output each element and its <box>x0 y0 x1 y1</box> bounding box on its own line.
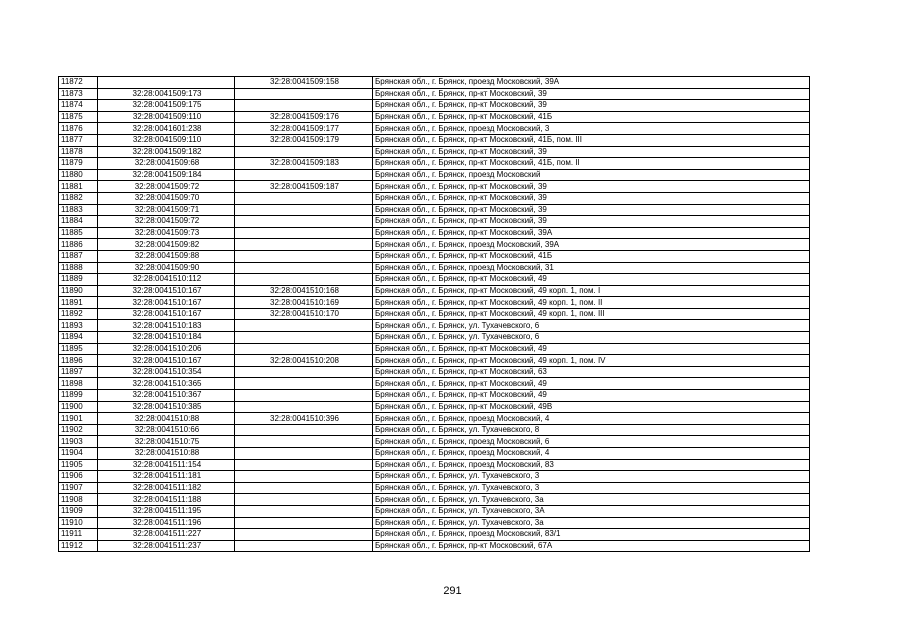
table-row <box>59 540 810 552</box>
address-cell: Брянская обл., г. Брянск, пр-кт Московский, 41Б, пом. III <box>373 134 810 146</box>
address-cell: Брянская обл., г. Брянск, пр-кт Московский, 63 <box>373 366 810 378</box>
row-number-cell: 11901 <box>59 413 98 425</box>
row-number-cell: 11912 <box>59 540 98 552</box>
row-number-cell: 11872 <box>59 77 98 89</box>
table-row <box>59 204 810 216</box>
table-row <box>59 424 810 436</box>
cadastral-number-cell: 32:28:0041510:183 <box>98 320 235 332</box>
cadastral-number-cell: 32:28:0041510:75 <box>98 436 235 448</box>
cadastral-number-cell: 32:28:0041511:237 <box>98 540 235 552</box>
address-cell: Брянская обл., г. Брянск, пр-кт Московский, 49 корп. 1, пом. III <box>373 308 810 320</box>
address-cell: Брянская обл., г. Брянск, ул. Тухачевского, 3а <box>373 517 810 529</box>
related-cadastral-number-cell <box>235 239 373 251</box>
row-number-cell: 11899 <box>59 390 98 402</box>
row-number-cell: 11895 <box>59 343 98 355</box>
cadastral-number-cell: 32:28:0041509:70 <box>98 192 235 204</box>
address-cell: Брянская обл., г. Брянск, пр-кт Московский, 67А <box>373 540 810 552</box>
address-cell: Брянская обл., г. Брянск, ул. Тухачевского, 3А <box>373 505 810 517</box>
table-row <box>59 146 810 158</box>
related-cadastral-number-cell <box>235 448 373 460</box>
table-row <box>59 285 810 297</box>
table-row <box>59 378 810 390</box>
address-cell: Брянская обл., г. Брянск, ул. Тухачевского, 8 <box>373 424 810 436</box>
table-row <box>59 494 810 506</box>
address-cell: Брянская обл., г. Брянск, пр-кт Московский, 39 <box>373 192 810 204</box>
address-cell: Брянская обл., г. Брянск, пр-кт Московский, 39 <box>373 216 810 228</box>
address-cell: Брянская обл., г. Брянск, проезд Московский, 4 <box>373 413 810 425</box>
cadastral-number-cell: 32:28:0041511:196 <box>98 517 235 529</box>
row-number-cell: 11888 <box>59 262 98 274</box>
table-row <box>59 355 810 367</box>
table-row <box>59 181 810 193</box>
table-row <box>59 250 810 262</box>
row-number-cell: 11909 <box>59 505 98 517</box>
table-row <box>59 158 810 170</box>
cadastral-number-cell: 32:28:0041509:182 <box>98 146 235 158</box>
address-cell: Брянская обл., г. Брянск, пр-кт Московский, 49 <box>373 274 810 286</box>
related-cadastral-number-cell: 32:28:0041509:187 <box>235 181 373 193</box>
row-number-cell: 11906 <box>59 471 98 483</box>
related-cadastral-number-cell <box>235 204 373 216</box>
row-number-cell: 11885 <box>59 227 98 239</box>
related-cadastral-number-cell: 32:28:0041509:177 <box>235 123 373 135</box>
related-cadastral-number-cell <box>235 529 373 541</box>
cadastral-number-cell: 32:28:0041510:88 <box>98 413 235 425</box>
row-number-cell: 11882 <box>59 192 98 204</box>
table-row <box>59 459 810 471</box>
related-cadastral-number-cell <box>235 274 373 286</box>
table-row <box>59 274 810 286</box>
cadastral-number-cell: 32:28:0041511:195 <box>98 505 235 517</box>
table-row <box>59 332 810 344</box>
address-cell: Брянская обл., г. Брянск, ул. Тухачевского, 3а <box>373 494 810 506</box>
related-cadastral-number-cell <box>235 227 373 239</box>
address-cell: Брянская обл., г. Брянск, пр-кт Московский, 39 <box>373 88 810 100</box>
row-number-cell: 11892 <box>59 308 98 320</box>
cadastral-number-cell: 32:28:0041510:167 <box>98 355 235 367</box>
related-cadastral-number-cell <box>235 216 373 228</box>
cadastral-number-cell: 32:28:0041511:188 <box>98 494 235 506</box>
row-number-cell: 11876 <box>59 123 98 135</box>
address-cell: Брянская обл., г. Брянск, ул. Тухачевского, 3 <box>373 471 810 483</box>
cadastral-number-cell: 32:28:0041509:72 <box>98 216 235 228</box>
address-cell: Брянская обл., г. Брянск, пр-кт Московский, 41Б <box>373 111 810 123</box>
table-row <box>59 366 810 378</box>
row-number-cell: 11902 <box>59 424 98 436</box>
address-cell: Брянская обл., г. Брянск, проезд Московский, 39А <box>373 239 810 251</box>
cadastral-number-cell: 32:28:0041511:154 <box>98 459 235 471</box>
row-number-cell: 11889 <box>59 274 98 286</box>
related-cadastral-number-cell <box>235 459 373 471</box>
row-number-cell: 11894 <box>59 332 98 344</box>
address-cell: Брянская обл., г. Брянск, проезд Московский, 6 <box>373 436 810 448</box>
related-cadastral-number-cell: 32:28:0041509:179 <box>235 134 373 146</box>
address-cell: Брянская обл., г. Брянск, пр-кт Московский, 49 корп. 1, пом. I <box>373 285 810 297</box>
related-cadastral-number-cell: 32:28:0041510:168 <box>235 285 373 297</box>
address-cell: Брянская обл., г. Брянск, пр-кт Московский, 49 корп. 1, пом. IV <box>373 355 810 367</box>
table-row <box>59 401 810 413</box>
table-row <box>59 529 810 541</box>
row-number-cell: 11879 <box>59 158 98 170</box>
address-cell: Брянская обл., г. Брянск, пр-кт Московский, 49 корп. 1, пом. II <box>373 297 810 309</box>
row-number-cell: 11904 <box>59 448 98 460</box>
address-cell: Брянская обл., г. Брянск, пр-кт Московский, 39 <box>373 204 810 216</box>
table-row <box>59 239 810 251</box>
row-number-cell: 11883 <box>59 204 98 216</box>
table-row <box>59 320 810 332</box>
table-row <box>59 448 810 460</box>
related-cadastral-number-cell <box>235 505 373 517</box>
row-number-cell: 11903 <box>59 436 98 448</box>
address-cell: Брянская обл., г. Брянск, ул. Тухачевского, 3 <box>373 482 810 494</box>
related-cadastral-number-cell: 32:28:0041509:176 <box>235 111 373 123</box>
table-row <box>59 262 810 274</box>
cadastral-number-cell: 32:28:0041510:365 <box>98 378 235 390</box>
related-cadastral-number-cell <box>235 88 373 100</box>
row-number-cell: 11910 <box>59 517 98 529</box>
related-cadastral-number-cell <box>235 540 373 552</box>
related-cadastral-number-cell <box>235 517 373 529</box>
table-row <box>59 482 810 494</box>
related-cadastral-number-cell: 32:28:0041510:169 <box>235 297 373 309</box>
cadastral-number-cell: 32:28:0041511:182 <box>98 482 235 494</box>
table-row <box>59 297 810 309</box>
row-number-cell: 11897 <box>59 366 98 378</box>
related-cadastral-number-cell <box>235 390 373 402</box>
table-row <box>59 517 810 529</box>
table-row <box>59 192 810 204</box>
row-number-cell: 11881 <box>59 181 98 193</box>
table-row <box>59 308 810 320</box>
cadastral-number-cell: 32:28:0041509:110 <box>98 111 235 123</box>
cadastral-number-cell: 32:28:0041509:175 <box>98 100 235 112</box>
cadastral-number-cell: 32:28:0041510:206 <box>98 343 235 355</box>
address-cell: Брянская обл., г. Брянск, проезд Московский <box>373 169 810 181</box>
register-table <box>58 76 810 552</box>
table-row <box>59 227 810 239</box>
row-number-cell: 11877 <box>59 134 98 146</box>
cadastral-number-cell: 32:28:0041509:82 <box>98 239 235 251</box>
related-cadastral-number-cell: 32:28:0041509:158 <box>235 77 373 89</box>
cadastral-number-cell: 32:28:0041509:110 <box>98 134 235 146</box>
related-cadastral-number-cell <box>235 146 373 158</box>
cadastral-number-cell: 32:28:0041510:385 <box>98 401 235 413</box>
row-number-cell: 11905 <box>59 459 98 471</box>
address-cell: Брянская обл., г. Брянск, пр-кт Московский, 49 <box>373 378 810 390</box>
related-cadastral-number-cell <box>235 471 373 483</box>
address-cell: Брянская обл., г. Брянск, пр-кт Московский, 39А <box>373 227 810 239</box>
address-cell: Брянская обл., г. Брянск, проезд Московский, 39А <box>373 77 810 89</box>
related-cadastral-number-cell <box>235 401 373 413</box>
related-cadastral-number-cell <box>235 424 373 436</box>
table-row <box>59 471 810 483</box>
table-row <box>59 88 810 100</box>
cadastral-number-cell: 32:28:0041509:73 <box>98 227 235 239</box>
related-cadastral-number-cell <box>235 169 373 181</box>
address-cell: Брянская обл., г. Брянск, пр-кт Московский, 39 <box>373 181 810 193</box>
row-number-cell: 11911 <box>59 529 98 541</box>
table-row <box>59 111 810 123</box>
page-number: 291 <box>443 585 462 597</box>
cadastral-number-cell: 32:28:0041510:112 <box>98 274 235 286</box>
cadastral-number-cell: 32:28:0041509:72 <box>98 181 235 193</box>
cadastral-number-cell: 32:28:0041510:167 <box>98 308 235 320</box>
table-row <box>59 436 810 448</box>
table-row <box>59 505 810 517</box>
row-number-cell: 11893 <box>59 320 98 332</box>
cadastral-number-cell: 32:28:0041510:184 <box>98 332 235 344</box>
address-cell: Брянская обл., г. Брянск, проезд Московский, 4 <box>373 448 810 460</box>
table-row <box>59 100 810 112</box>
address-cell: Брянская обл., г. Брянск, пр-кт Московский, 49 <box>373 390 810 402</box>
cadastral-number-cell: 32:28:0041510:167 <box>98 297 235 309</box>
row-number-cell: 11898 <box>59 378 98 390</box>
related-cadastral-number-cell <box>235 250 373 262</box>
related-cadastral-number-cell <box>235 494 373 506</box>
cadastral-number-cell: 32:28:0041510:88 <box>98 448 235 460</box>
cadastral-number-cell: 32:28:0041601:238 <box>98 123 235 135</box>
cadastral-number-cell: 32:28:0041509:173 <box>98 88 235 100</box>
table-row <box>59 169 810 181</box>
row-number-cell: 11873 <box>59 88 98 100</box>
row-number-cell: 11908 <box>59 494 98 506</box>
cadastral-number-cell: 32:28:0041510:167 <box>98 285 235 297</box>
address-cell: Брянская обл., г. Брянск, пр-кт Московский, 41Б, пом. II <box>373 158 810 170</box>
cadastral-number-cell: 32:28:0041509:68 <box>98 158 235 170</box>
row-number-cell: 11878 <box>59 146 98 158</box>
table-row <box>59 134 810 146</box>
related-cadastral-number-cell <box>235 482 373 494</box>
row-number-cell: 11874 <box>59 100 98 112</box>
row-number-cell: 11887 <box>59 250 98 262</box>
cadastral-number-cell: 32:28:0041510:354 <box>98 366 235 378</box>
row-number-cell: 11891 <box>59 297 98 309</box>
register-table-body <box>59 77 810 552</box>
cadastral-number-cell: 32:28:0041511:181 <box>98 471 235 483</box>
related-cadastral-number-cell: 32:28:0041510:208 <box>235 355 373 367</box>
row-number-cell: 11890 <box>59 285 98 297</box>
address-cell: Брянская обл., г. Брянск, проезд Московский, 31 <box>373 262 810 274</box>
cadastral-number-cell: 32:28:0041511:227 <box>98 529 235 541</box>
related-cadastral-number-cell: 32:28:0041509:183 <box>235 158 373 170</box>
cadastral-number-cell: 32:28:0041509:90 <box>98 262 235 274</box>
cadastral-number-cell: 32:28:0041509:184 <box>98 169 235 181</box>
row-number-cell: 11875 <box>59 111 98 123</box>
related-cadastral-number-cell <box>235 436 373 448</box>
address-cell: Брянская обл., г. Брянск, пр-кт Московский, 39 <box>373 100 810 112</box>
table-row <box>59 413 810 425</box>
related-cadastral-number-cell <box>235 320 373 332</box>
address-cell: Брянская обл., г. Брянск, пр-кт Московский, 49 <box>373 343 810 355</box>
row-number-cell: 11886 <box>59 239 98 251</box>
address-cell: Брянская обл., г. Брянск, пр-кт Московский, 39 <box>373 146 810 158</box>
related-cadastral-number-cell <box>235 192 373 204</box>
address-cell: Брянская обл., г. Брянск, проезд Московский, 83 <box>373 459 810 471</box>
cadastral-number-cell: 32:28:0041509:88 <box>98 250 235 262</box>
table-row <box>59 390 810 402</box>
row-number-cell: 11880 <box>59 169 98 181</box>
address-cell: Брянская обл., г. Брянск, ул. Тухачевского, 6 <box>373 320 810 332</box>
related-cadastral-number-cell <box>235 332 373 344</box>
row-number-cell: 11884 <box>59 216 98 228</box>
related-cadastral-number-cell: 32:28:0041510:396 <box>235 413 373 425</box>
table-row <box>59 123 810 135</box>
address-cell: Брянская обл., г. Брянск, пр-кт Московский, 49В <box>373 401 810 413</box>
address-cell: Брянская обл., г. Брянск, проезд Московский, 3 <box>373 123 810 135</box>
cadastral-number-cell <box>98 77 235 89</box>
related-cadastral-number-cell <box>235 366 373 378</box>
row-number-cell: 11907 <box>59 482 98 494</box>
related-cadastral-number-cell <box>235 100 373 112</box>
cadastral-number-cell: 32:28:0041510:66 <box>98 424 235 436</box>
table-row <box>59 77 810 89</box>
row-number-cell: 11900 <box>59 401 98 413</box>
related-cadastral-number-cell <box>235 378 373 390</box>
cadastral-number-cell: 32:28:0041510:367 <box>98 390 235 402</box>
address-cell: Брянская обл., г. Брянск, пр-кт Московский, 41Б <box>373 250 810 262</box>
related-cadastral-number-cell: 32:28:0041510:170 <box>235 308 373 320</box>
address-cell: Брянская обл., г. Брянск, ул. Тухачевского, 6 <box>373 332 810 344</box>
related-cadastral-number-cell <box>235 262 373 274</box>
row-number-cell: 11896 <box>59 355 98 367</box>
table-row <box>59 343 810 355</box>
related-cadastral-number-cell <box>235 343 373 355</box>
cadastral-number-cell: 32:28:0041509:71 <box>98 204 235 216</box>
table-row <box>59 216 810 228</box>
address-cell: Брянская обл., г. Брянск, проезд Московский, 83/1 <box>373 529 810 541</box>
